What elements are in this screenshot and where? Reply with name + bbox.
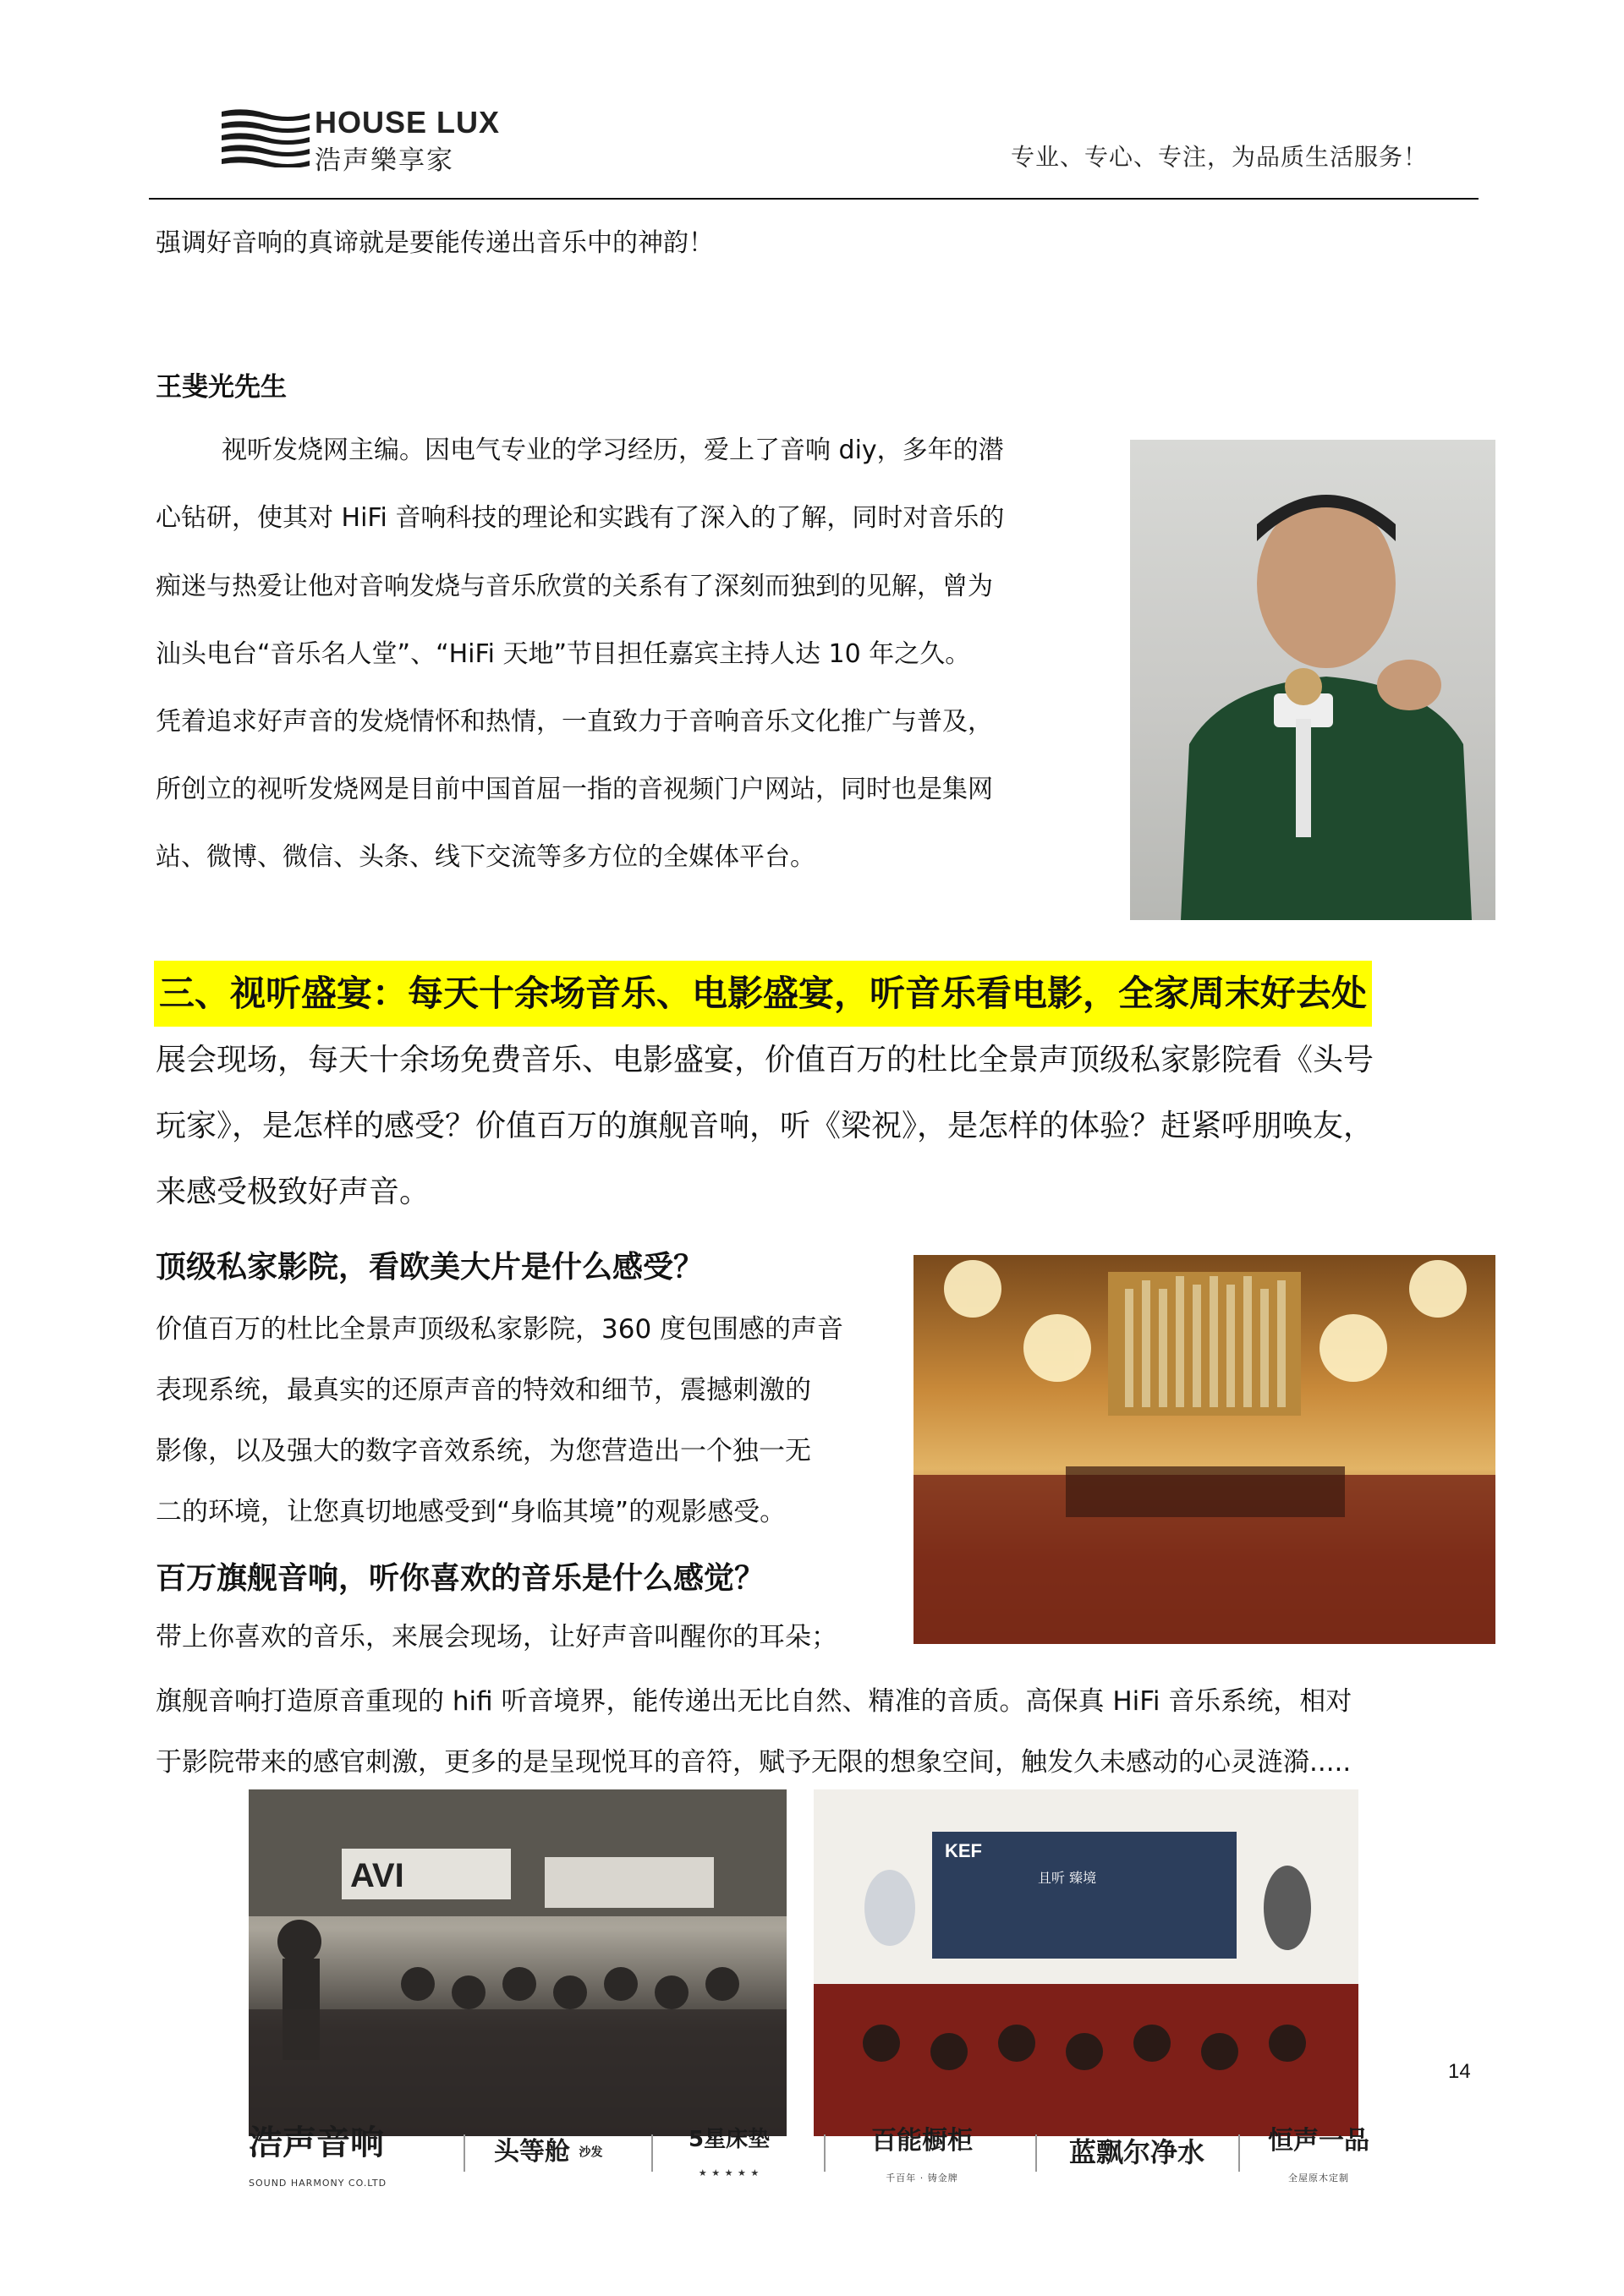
header-slogan: 专业、专心、专注，为品质生活服务！ xyxy=(1010,143,1428,171)
photo-sign-text: AVI xyxy=(350,1857,404,1894)
person-name: 王斐光先生 xyxy=(156,372,287,403)
event-photo-right xyxy=(814,1789,1358,2136)
concert-hall-icon xyxy=(914,1255,1495,1644)
concert-hall-photo xyxy=(914,1255,1495,1644)
sponsor-name: 头等舱 xyxy=(494,2137,570,2167)
bio-line: 痴迷与热爱让他对音响发烧与音乐欣赏的关系有了深刻而独到的见解，曾为 xyxy=(156,572,993,601)
bio-line: 心钻研，使其对 HiFi 音响科技的理论和实践有了深入的了解，同时对音乐的 xyxy=(156,503,1005,533)
audience-photo-icon xyxy=(249,1789,787,2136)
cinema-line: 影像，以及强大的数字音效系统，为您营造出一个独一无 xyxy=(156,1436,811,1466)
sponsor-strip xyxy=(249,2123,1391,2189)
audio-line: 带上你喜欢的音乐，来展会现场，让好声音叫醒你的耳朵； xyxy=(156,1622,837,1652)
sponsor-sub: SOUND HARMONY CO.LTD xyxy=(249,2178,387,2189)
section-intro-line: 玩家》，是怎样的感受？价值百万的旗舰音响，听《梁祝》，是怎样的体验？赶紧呼朋唤友， xyxy=(156,1109,1374,1143)
sponsor-divider xyxy=(1035,2134,1037,2172)
sponsor-logo xyxy=(494,2123,602,2182)
sponsor-name: 蓝飘尔净水 xyxy=(1069,2136,1205,2168)
cinema-line: 表现系统，最真实的还原声音的特效和细节，震撼刺激的 xyxy=(156,1375,811,1406)
section-heading: 三、视听盛宴：每天十余场音乐、电影盛宴，听音乐看电影，全家周末好去处 xyxy=(154,961,1372,1027)
portrait-photo xyxy=(1130,440,1495,920)
section-intro-line: 展会现场，每天十余场免费音乐、电影盛宴，价值百万的杜比全景声顶级私家影院看《头号 xyxy=(156,1043,1374,1077)
sponsor-logo xyxy=(249,2123,387,2189)
audio-line: 旗舰音响打造原音重现的 hifi 听音境界，能传递出无比自然、精准的音质。高保真 HiFi 音乐系统，相对 xyxy=(156,1686,1352,1717)
photo-brand-text: KEF xyxy=(945,1840,982,1861)
audio-line: 于影院带来的感官刺激，更多的是呈现悦耳的音符，赋予无限的想象空间，触发久未感动的心灵涟漪..... xyxy=(156,1747,1352,1778)
brand-name-cn: 浩声樂享家 xyxy=(315,145,454,176)
sponsor-logo xyxy=(689,2123,770,2182)
sponsor-divider xyxy=(464,2134,465,2172)
header-divider xyxy=(149,198,1479,200)
audio-heading: 百万旗舰音响，听你喜欢的音乐是什么感觉？ xyxy=(156,1561,765,1596)
sponsor-sub: 全屋原木定制 xyxy=(1288,2173,1349,2184)
photo-banner-text: 且听 臻境 xyxy=(1038,1870,1097,1886)
brand-name-en: HOUSE LUX xyxy=(315,105,501,140)
sponsor-name: 恒声一品 xyxy=(1268,2126,1369,2156)
section-intro-line: 来感受极致好声音。 xyxy=(156,1175,431,1209)
sponsor-logo xyxy=(871,2123,973,2182)
sponsor-divider xyxy=(651,2134,653,2172)
sponsor-logo xyxy=(1268,2123,1369,2182)
bio-line: 站、微博、微信、头条、线下交流等多方位的全媒体平台。 xyxy=(156,842,815,872)
intro-line: 强调好音响的真谛就是要能传递出音乐中的神韵！ xyxy=(156,228,714,258)
bio-line: 所创立的视听发烧网是目前中国首屈一指的音视频门户网站，同时也是集网 xyxy=(156,775,993,804)
bio-line: 汕头电台“音乐名人堂”、“HiFi 天地”节目担任嘉宾主持人达 10 年之久。 xyxy=(156,639,971,669)
sponsor-sub: 千百年 · 铸金牌 xyxy=(886,2173,958,2184)
sponsor-name: 浩声音响 xyxy=(249,2123,384,2162)
cinema-heading: 顶级私家影院，看欧美大片是什么感受？ xyxy=(156,1250,705,1285)
sponsor-logo xyxy=(1069,2123,1204,2182)
speaker-portrait-icon xyxy=(1130,440,1495,920)
bio-line: 凭着追求好声音的发烧情怀和热情，一直致力于音响音乐文化推广与普及， xyxy=(156,707,993,737)
seminar-photo-icon xyxy=(814,1789,1358,2136)
sponsor-name: 百能橱柜 xyxy=(871,2126,973,2156)
cinema-line: 价值百万的杜比全景声顶级私家影院，360 度包围感的声音 xyxy=(156,1314,844,1345)
cinema-line: 二的环境，让您真切地感受到“身临其境”的观影感受。 xyxy=(156,1497,787,1527)
sponsor-name: 5星床垫 xyxy=(689,2127,771,2152)
page-number: 14 xyxy=(1448,2060,1471,2083)
house-lux-logo-icon xyxy=(218,107,313,167)
sponsor-sub: 沙发 xyxy=(579,2145,603,2160)
sponsor-divider xyxy=(1238,2134,1240,2172)
event-photo-left xyxy=(249,1789,787,2136)
sponsor-sub: ★ ★ ★ ★ ★ xyxy=(698,2167,760,2178)
bio-line: 视听发烧网主编。因电气专业的学习经历，爱上了音响 diy，多年的潜 xyxy=(222,436,1004,465)
sponsor-divider xyxy=(824,2134,826,2172)
